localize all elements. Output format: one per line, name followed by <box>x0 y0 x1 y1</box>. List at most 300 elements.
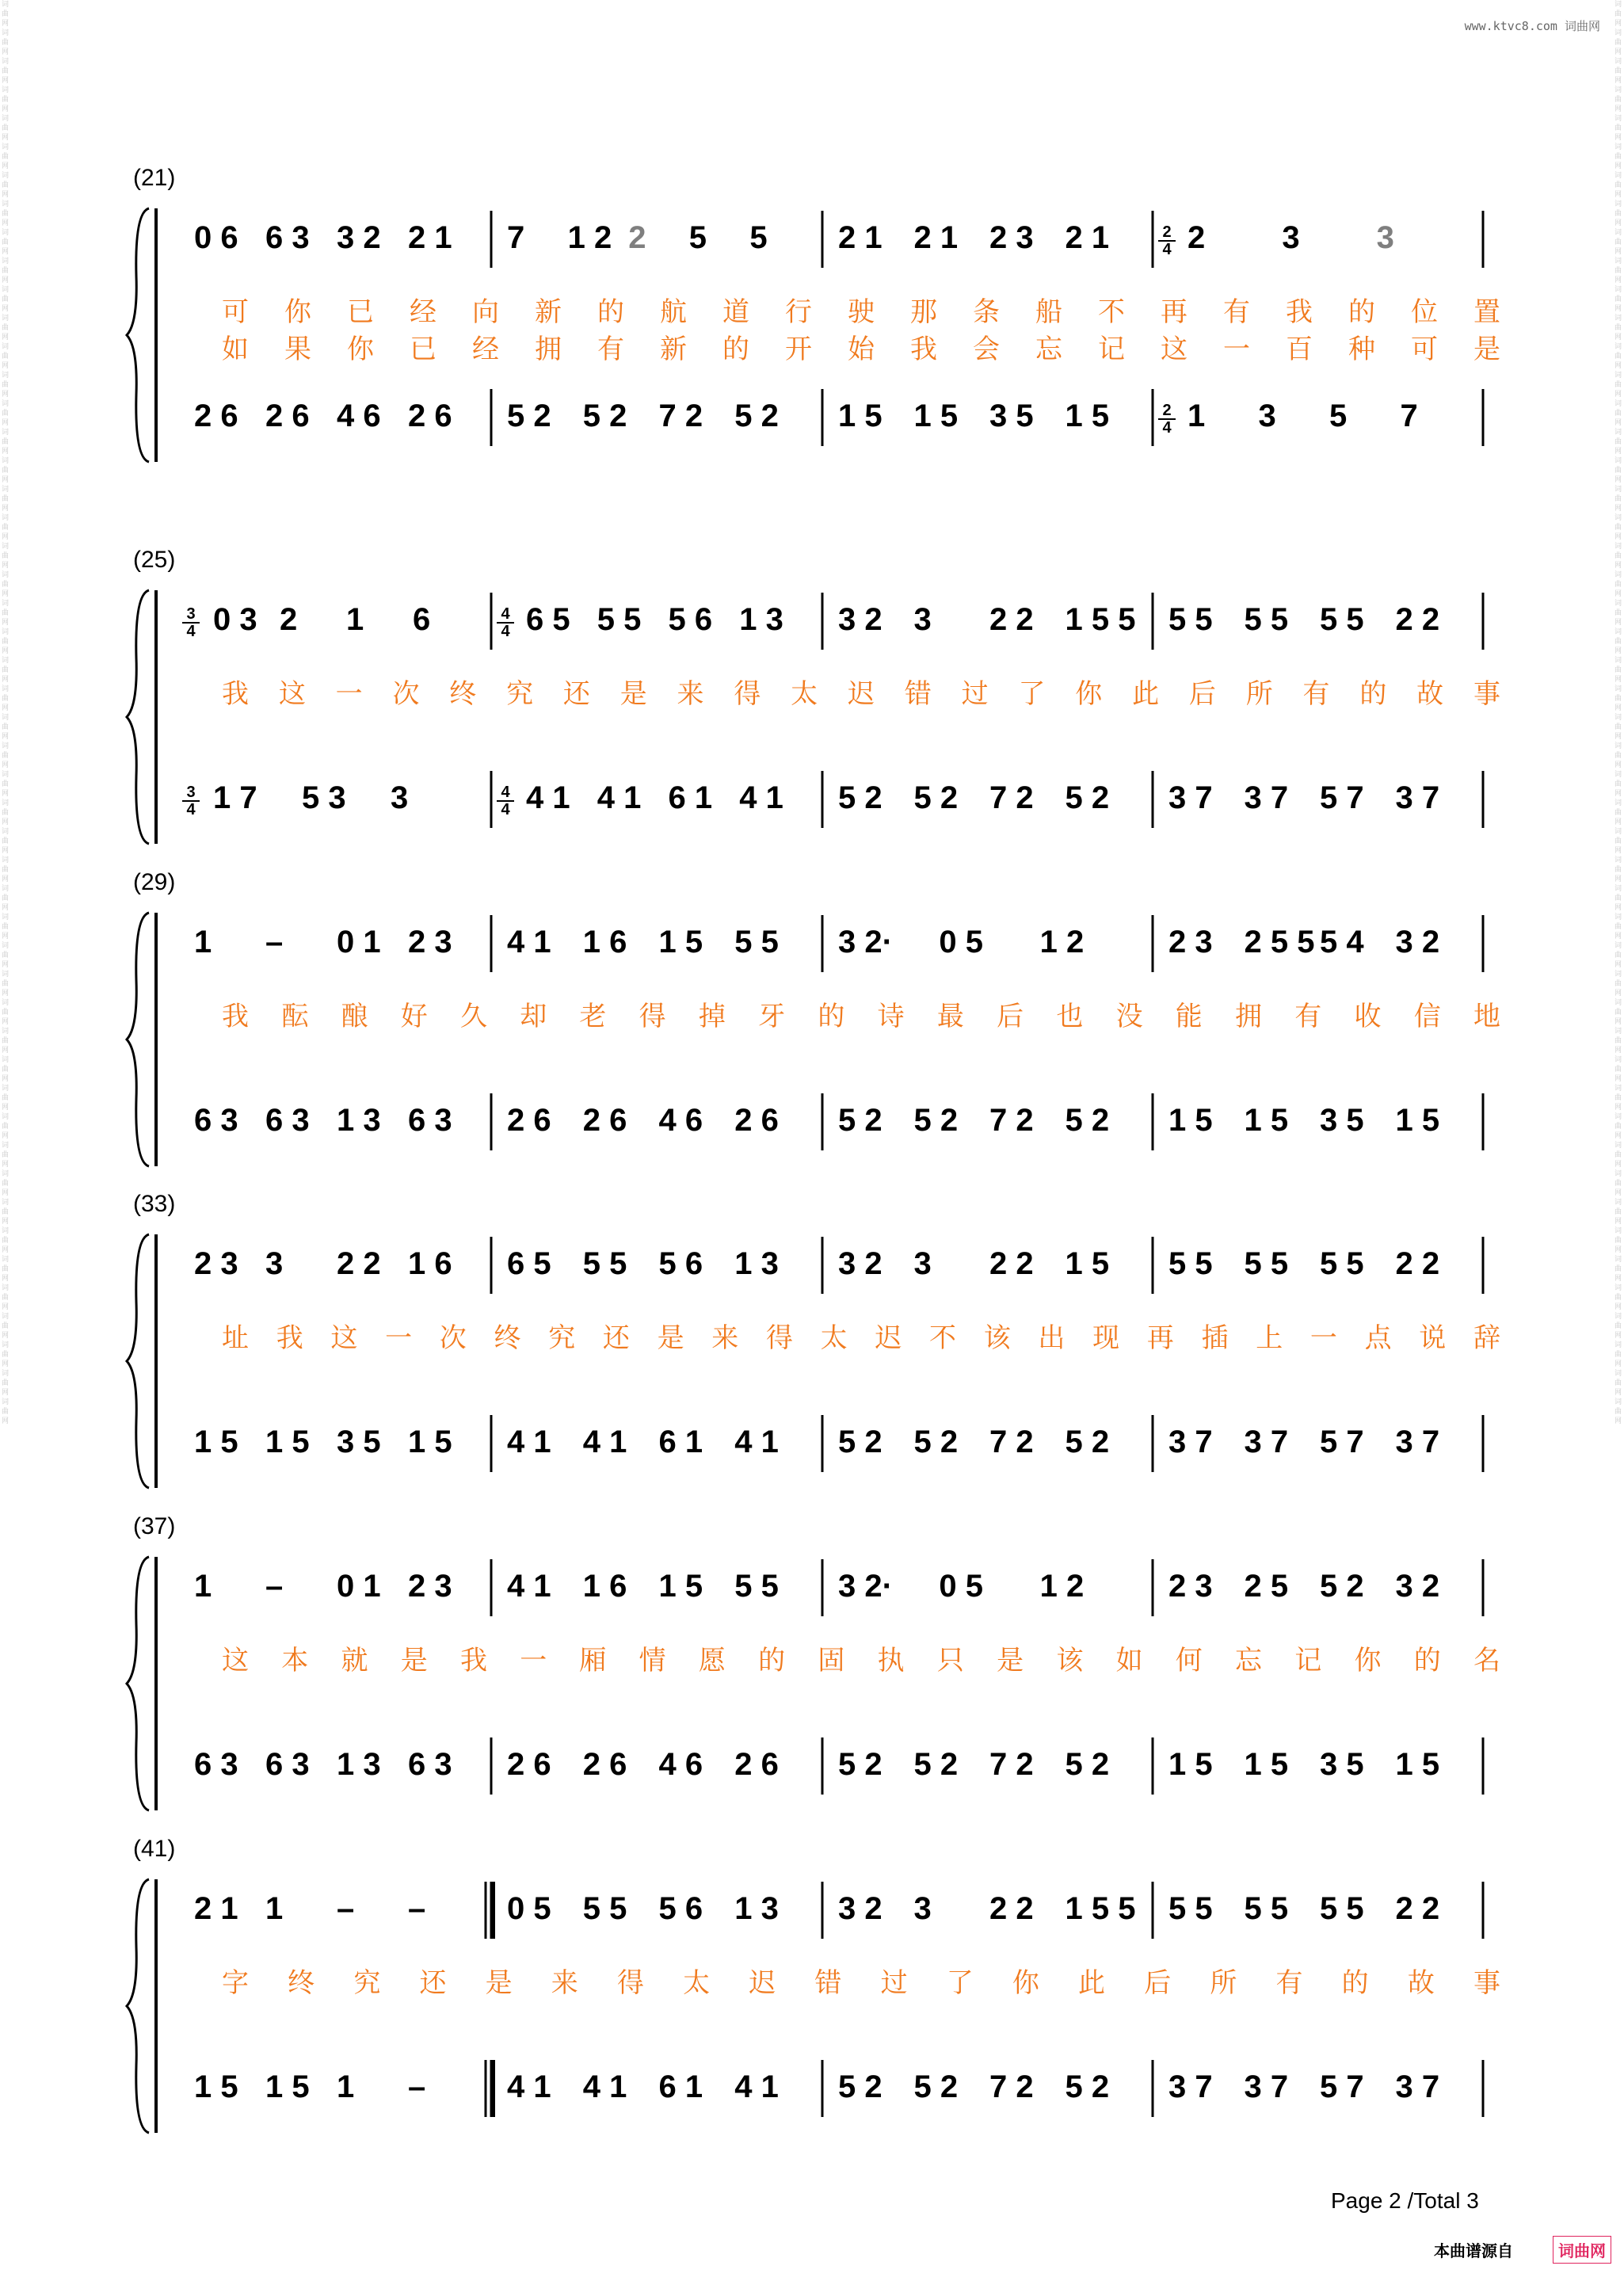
lyric-line-1: 你 <box>1354 1645 1383 1676</box>
lyric-line-1: 可 <box>222 296 250 328</box>
time-signature-top: 3 <box>186 784 196 801</box>
lyric-line-1: 有 <box>1294 1001 1324 1032</box>
lyric-line-1: 如 <box>1115 1645 1145 1676</box>
lyric-line-2: 有 <box>597 334 626 365</box>
lyric-line-1: 此 <box>1132 678 1161 710</box>
melody-note: 6 3 <box>265 220 310 255</box>
bass-note: 5 2 <box>1065 2069 1110 2104</box>
lyric-line-1: 忘 <box>1235 1645 1264 1676</box>
lyric-line-1: 酿 <box>341 1001 370 1032</box>
time-signature-top: 2 <box>1162 402 1172 419</box>
lyric-line-1: 一 <box>520 1645 549 1676</box>
lyric-line-1: 这 <box>222 1645 250 1676</box>
lyric-line-1: 条 <box>973 296 1001 328</box>
lyric-line-1: 你 <box>1075 678 1104 710</box>
time-signature-bass <box>497 784 514 818</box>
melody-note: 3 2 <box>1395 1569 1440 1604</box>
melody-note: 2 <box>628 220 646 255</box>
bass-note: 1 5 <box>194 1425 238 1459</box>
melody-note: 2 3 <box>194 1246 238 1281</box>
melody-note: 5 5 <box>1320 1891 1364 1926</box>
side-watermark-left: 词曲网词曲网词曲网词曲网词曲网词曲网词曲网词曲网词曲网词曲网词曲网词曲网词曲网词曲网词曲网词曲网词曲网词曲网词曲网词曲网词曲网词曲网词曲网词曲网词曲网词曲网词曲网词曲网词曲网词曲网词曲网词曲网词曲网词曲网词曲网词曲网词曲网词曲网词曲网词曲网词曲网词曲网词曲网词曲网词曲网词曲网词曲网词曲网词曲网词曲网 <box>2 1 10 1425</box>
lyric-line-2: 果 <box>284 334 313 365</box>
melody-note: 5 5 <box>734 1569 779 1604</box>
lyric-line-1: 我 <box>459 1645 489 1676</box>
melody-note: 1 <box>346 602 364 637</box>
melody-note: 5 4 <box>1320 925 1364 959</box>
measure-number: (33) <box>133 1191 176 1217</box>
bass-note: 3 7 <box>1395 1425 1440 1459</box>
lyric-line-1: 这 <box>330 1322 360 1354</box>
lyric-line-2: 一 <box>1223 334 1252 365</box>
bass-note: 3 7 <box>1168 1425 1213 1459</box>
lyric-line-1: 的 <box>1348 296 1377 328</box>
time-signature-top: 4 <box>501 605 510 623</box>
system-5 <box>0 1513 1624 1846</box>
melody-note: 2 2 <box>1395 1891 1440 1926</box>
bass-note: 6 3 <box>408 1747 452 1782</box>
system-brace <box>127 1557 149 1810</box>
bass-note: 1 5 <box>265 2069 310 2104</box>
lyric-line-2: 忘 <box>1035 334 1064 365</box>
melody-note: 3 2 <box>337 220 381 255</box>
lyric-line-1: 新 <box>535 296 563 328</box>
bass-note: 6 3 <box>265 1103 310 1138</box>
bass-note: 5 3 <box>302 780 346 815</box>
bass-note: 7 <box>1400 399 1418 433</box>
lyric-line-1: 所 <box>1210 1967 1239 1999</box>
bass-note: 1 5 <box>1168 1103 1213 1138</box>
bass-note: 1 3 <box>337 1747 381 1782</box>
melody-note: 3 2 <box>838 1246 883 1281</box>
bass-note: – <box>408 2069 426 2104</box>
melody-note: 5 5 <box>1244 602 1289 637</box>
measure-number: (21) <box>133 165 176 191</box>
melody-note: 5 2 <box>1320 1569 1364 1604</box>
bass-note: 2 6 <box>734 1103 779 1138</box>
lyric-line-1: 不 <box>1098 296 1127 328</box>
melody-note: 2 2 <box>989 1246 1034 1281</box>
melody-note: 6 5 <box>507 1246 551 1281</box>
lyric-line-1: 能 <box>1175 1001 1204 1032</box>
bass-note: 4 1 <box>597 780 642 815</box>
lyric-line-1: 事 <box>1473 678 1502 710</box>
melody-note: 5 5 <box>582 1246 627 1281</box>
lyric-line-1: 也 <box>1056 1001 1085 1032</box>
melody-note: 3 <box>913 602 932 637</box>
melody-note: 2 <box>280 602 298 637</box>
lyric-line-1: 的 <box>1359 678 1389 710</box>
system-brace <box>127 1234 149 1488</box>
system-brace <box>127 208 149 462</box>
bass-note: 5 2 <box>838 1103 883 1138</box>
bass-note: 4 1 <box>507 2069 551 2104</box>
melody-note: 5 5 <box>1168 1891 1213 1926</box>
bass-note: 5 2 <box>1065 1747 1110 1782</box>
time-signature-top: 4 <box>501 784 510 801</box>
lyric-line-1: 久 <box>459 1001 489 1032</box>
bass-note: 4 1 <box>526 780 570 815</box>
bass-note: 2 6 <box>507 1747 551 1782</box>
lyric-line-1: 后 <box>1188 678 1218 710</box>
lyric-line-1: 此 <box>1078 1967 1107 1999</box>
melody-note: 1 5 <box>1065 1246 1110 1281</box>
bass-note: 1 3 <box>337 1103 381 1138</box>
melody-note: 1 5 <box>658 925 703 959</box>
melody-note: 2 3 <box>1168 1569 1213 1604</box>
lyric-line-1: 厢 <box>579 1645 608 1676</box>
melody-note: 5 <box>749 220 768 255</box>
measure-number: (29) <box>133 869 176 895</box>
bass-note: 5 2 <box>913 1747 959 1782</box>
bass-note: 4 1 <box>582 1425 627 1459</box>
melody-note: 3 2 <box>838 1891 883 1926</box>
melody-note: 5 5 <box>1168 1246 1213 1281</box>
lyric-line-1: 本 <box>281 1645 311 1676</box>
bass-note: 6 1 <box>658 2069 703 2104</box>
lyric-line-1: 过 <box>880 1967 909 1999</box>
lyric-line-1: 得 <box>639 1001 668 1032</box>
lyric-line-1: 没 <box>1115 1001 1145 1032</box>
bass-note: 1 5 <box>1395 1103 1440 1138</box>
lyric-line-1: 拥 <box>1235 1001 1264 1032</box>
lyric-line-1: 得 <box>734 678 763 710</box>
lyric-line-1: 收 <box>1354 1001 1383 1032</box>
bass-note: 6 3 <box>194 1103 238 1138</box>
lyric-line-1: 究 <box>506 678 536 710</box>
lyric-line-1: 那 <box>910 296 939 328</box>
melody-note: 2 3 <box>408 925 452 959</box>
melody-note: 5 5 <box>582 1891 627 1926</box>
bass-note: 1 5 <box>265 1425 310 1459</box>
lyric-line-1: 已 <box>347 296 376 328</box>
melody-note: 2 1 <box>408 220 452 255</box>
lyric-line-1: 的 <box>818 1001 847 1032</box>
lyric-line-1: 过 <box>961 678 990 710</box>
lyric-line-1: 我 <box>276 1322 305 1354</box>
melody-note: 5 5 <box>1244 1891 1289 1926</box>
lyric-line-1: 的 <box>597 296 626 328</box>
bass-note: 5 2 <box>838 1747 883 1782</box>
bass-note: 5 2 <box>1065 1103 1110 1138</box>
melody-note: 5 5 <box>734 925 779 959</box>
time-signature-bottom: 4 <box>497 622 514 639</box>
lyric-line-1: 说 <box>1419 1322 1448 1354</box>
melody-note: 3 <box>913 1246 932 1281</box>
bass-note: 1 <box>1188 399 1206 433</box>
lyric-line-1: 还 <box>562 678 592 710</box>
lyric-line-1: 老 <box>579 1001 608 1032</box>
site-logo: 词曲网 <box>1553 2236 1611 2264</box>
bass-note: 5 2 <box>507 399 551 433</box>
time-signature-bottom: 4 <box>1158 240 1176 257</box>
bass-note: 3 <box>1258 399 1276 433</box>
melody-note: 2 3 <box>408 1569 452 1604</box>
bass-note: 1 5 <box>408 1425 452 1459</box>
lyric-line-1: 船 <box>1035 296 1064 328</box>
time-signature-top: 2 <box>1162 223 1172 241</box>
lyric-line-1: 的 <box>1413 1645 1443 1676</box>
melody-note: 1 3 <box>734 1246 779 1281</box>
bass-note: 5 2 <box>1065 1425 1110 1459</box>
measure-number: (37) <box>133 1513 176 1539</box>
lyric-line-1: 来 <box>551 1967 580 1999</box>
lyric-line-1: 执 <box>877 1645 906 1676</box>
melody-note: 1 5 5 <box>1065 1891 1136 1926</box>
bass-note: 6 3 <box>408 1103 452 1138</box>
melody-note: 6 5 <box>526 602 570 637</box>
lyric-line-2: 如 <box>222 334 250 365</box>
system-brace <box>127 1879 149 2133</box>
melody-note: 2 3 <box>1168 925 1213 959</box>
lyric-line-1: 你 <box>1012 1967 1041 1999</box>
lyric-line-1: 了 <box>1018 678 1047 710</box>
lyric-line-1: 太 <box>791 678 820 710</box>
lyric-line-1: 辞 <box>1473 1322 1502 1354</box>
lyric-line-1: 好 <box>400 1001 429 1032</box>
time-signature-bass <box>182 784 200 818</box>
lyric-line-1: 来 <box>711 1322 741 1354</box>
lyric-line-1: 得 <box>616 1967 646 1999</box>
bass-note: 3 7 <box>1244 2069 1289 2104</box>
lyric-line-1: 迟 <box>749 1967 778 1999</box>
bass-note: 4 1 <box>582 2069 627 2104</box>
lyric-line-1: 太 <box>820 1322 849 1354</box>
lyric-line-2: 已 <box>410 334 438 365</box>
melody-note: 3 2· <box>838 925 893 959</box>
lyric-line-1: 最 <box>936 1001 966 1032</box>
lyric-line-1: 是 <box>400 1645 429 1676</box>
bass-note: 1 5 <box>1395 1747 1440 1782</box>
lyric-line-1: 了 <box>946 1967 975 1999</box>
bass-note: 6 3 <box>265 1747 310 1782</box>
lyric-line-1: 只 <box>936 1645 966 1676</box>
melody-note: 3 <box>1282 220 1300 255</box>
lyric-line-1: 次 <box>392 678 421 710</box>
bass-note: 1 <box>337 2069 355 2104</box>
bass-note: 7 2 <box>989 1747 1034 1782</box>
bass-note: 3 5 <box>989 399 1034 433</box>
bass-note: 1 5 <box>1168 1747 1213 1782</box>
lyric-line-1: 插 <box>1201 1322 1230 1354</box>
bass-note: 1 5 <box>194 2069 238 2104</box>
melody-note: – <box>265 1569 284 1604</box>
bass-note: 6 3 <box>194 1747 238 1782</box>
time-signature-bottom: 4 <box>182 800 200 818</box>
lyric-line-1: 太 <box>683 1967 712 1999</box>
lyric-line-1: 是 <box>619 678 649 710</box>
bass-note: 7 2 <box>989 1425 1034 1459</box>
lyric-line-1: 固 <box>818 1645 847 1676</box>
bass-note: 2 6 <box>265 399 310 433</box>
melody-note: 5 5 <box>1320 1246 1364 1281</box>
lyric-line-1: 究 <box>353 1967 383 1999</box>
melody-note: 3 <box>913 1891 932 1926</box>
lyric-line-1: 航 <box>660 296 688 328</box>
bass-note: 4 6 <box>658 1747 703 1782</box>
bass-note: 1 5 <box>1244 1747 1289 1782</box>
system-brace <box>127 913 149 1166</box>
lyric-line-1: 是 <box>657 1322 686 1354</box>
lyric-line-1: 点 <box>1364 1322 1393 1354</box>
staff-lines <box>0 869 1624 1202</box>
melody-note: 1 <box>194 1569 212 1604</box>
melody-note: 2 1 <box>1065 220 1110 255</box>
lyric-line-1: 错 <box>814 1967 844 1999</box>
lyric-line-1: 后 <box>1144 1967 1173 1999</box>
melody-note: 2 3 <box>989 220 1034 255</box>
lyric-line-2: 记 <box>1098 334 1127 365</box>
lyric-line-1: 终 <box>449 678 478 710</box>
time-signature-melody <box>1158 224 1176 257</box>
melody-note: 4 1 <box>507 925 551 959</box>
lyric-line-1: 迟 <box>848 678 876 710</box>
lyric-line-1: 名 <box>1473 1645 1502 1676</box>
lyric-line-1: 愿 <box>698 1645 727 1676</box>
melody-note: 2 2 <box>989 602 1034 637</box>
lyric-line-1: 掉 <box>698 1001 727 1032</box>
lyric-line-2: 种 <box>1348 334 1377 365</box>
melody-note: 1 2 <box>1039 1569 1085 1604</box>
staff-lines <box>0 1836 1624 2168</box>
bass-note: 3 5 <box>337 1425 381 1459</box>
bass-note: 3 7 <box>1395 2069 1440 2104</box>
lyric-line-1: 故 <box>1416 678 1446 710</box>
bass-note: 1 5 <box>1065 399 1110 433</box>
system-1 <box>0 165 1624 498</box>
melody-note: 1 2 <box>1039 925 1085 959</box>
melody-note: 1 5 5 <box>1065 602 1136 637</box>
lyric-line-1: 所 <box>1245 678 1275 710</box>
bass-note: 3 7 <box>1244 1425 1289 1459</box>
page-number: Page 2 /Total 3 <box>1331 2188 1479 2213</box>
bass-note: 3 7 <box>1244 780 1289 815</box>
lyric-line-1: 道 <box>722 296 751 328</box>
lyric-line-1: 记 <box>1294 1645 1324 1676</box>
bass-note: 3 <box>391 780 409 815</box>
melody-note: 5 6 <box>668 602 713 637</box>
lyric-line-1: 再 <box>1161 296 1189 328</box>
bass-note: 4 1 <box>507 1425 551 1459</box>
melody-note: 2 2 <box>1395 602 1440 637</box>
bass-note: 5 2 <box>913 1425 959 1459</box>
lyric-line-1: 经 <box>410 296 438 328</box>
lyric-line-2: 你 <box>347 334 376 365</box>
source-label: 本曲谱源自 <box>1434 2241 1513 2260</box>
melody-note: – <box>408 1891 426 1926</box>
lyric-line-1: 我 <box>222 1001 250 1032</box>
lyric-line-1: 不 <box>929 1322 959 1354</box>
melody-note: 3 2 <box>838 602 883 637</box>
bass-note: 5 2 <box>734 399 779 433</box>
bass-note: 5 2 <box>582 399 627 433</box>
time-signature-bottom: 4 <box>182 622 200 639</box>
system-brace <box>127 590 149 844</box>
melody-note: 1 5 <box>658 1569 703 1604</box>
lyric-line-1: 向 <box>472 296 501 328</box>
bass-note: 4 6 <box>658 1103 703 1138</box>
lyric-line-1: 我 <box>222 678 250 710</box>
lyric-line-1: 的 <box>1341 1967 1370 1999</box>
lyric-line-1: 诗 <box>877 1001 906 1032</box>
lyric-line-1: 有 <box>1275 1967 1305 1999</box>
lyric-line-1: 事 <box>1473 1967 1502 1999</box>
lyric-line-2: 是 <box>1473 334 1502 365</box>
lyric-line-1: 是 <box>997 1645 1026 1676</box>
lyric-line-1: 就 <box>341 1645 370 1676</box>
melody-note: 5 5 <box>1168 602 1213 637</box>
melody-note: 7 <box>507 220 525 255</box>
lyric-line-1: 终 <box>288 1967 317 1999</box>
lyric-line-2: 的 <box>722 334 751 365</box>
melody-note: 0 5 <box>939 1569 983 1604</box>
bass-note: 4 1 <box>739 780 783 815</box>
bass-note: 6 1 <box>668 780 713 815</box>
melody-note: 3 <box>1376 220 1394 255</box>
bass-note: 2 6 <box>582 1747 627 1782</box>
system-3 <box>0 869 1624 1202</box>
lyric-line-1: 错 <box>904 678 933 710</box>
bass-note: 2 6 <box>194 399 238 433</box>
time-signature-melody <box>497 606 514 639</box>
lyric-line-1: 却 <box>520 1001 549 1032</box>
bass-note: 5 2 <box>838 780 883 815</box>
melody-note: 2 5 5 <box>1244 925 1315 959</box>
staff-lines <box>0 547 1624 879</box>
lyric-line-1: 一 <box>1309 1322 1339 1354</box>
lyric-line-1: 何 <box>1175 1645 1204 1676</box>
lyric-line-1: 故 <box>1407 1967 1436 1999</box>
melody-note: – <box>337 1891 355 1926</box>
bass-note: 2 6 <box>507 1103 551 1138</box>
time-signature-bottom: 4 <box>1158 418 1176 436</box>
site-watermark: www.ktvc8.com 词曲网 <box>1464 19 1600 33</box>
staff-lines <box>0 1191 1624 1524</box>
melody-note: 2 1 <box>913 220 959 255</box>
bass-note: 3 7 <box>1168 780 1213 815</box>
lyric-line-2: 会 <box>973 334 1001 365</box>
lyric-line-1: 的 <box>758 1645 787 1676</box>
measure-number: (41) <box>133 1836 176 1862</box>
lyric-line-2: 始 <box>848 334 876 365</box>
melody-note: 2 5 <box>1244 1569 1289 1604</box>
melody-note: 2 1 <box>194 1891 238 1926</box>
lyric-line-1: 上 <box>1256 1322 1285 1354</box>
lyric-line-1: 信 <box>1413 1001 1443 1032</box>
melody-note: 1 <box>265 1891 284 1926</box>
lyric-line-2: 开 <box>785 334 814 365</box>
melody-note: 2 <box>1188 220 1206 255</box>
system-4 <box>0 1191 1624 1524</box>
lyric-line-1: 来 <box>677 678 706 710</box>
system-2 <box>0 547 1624 879</box>
lyric-line-1: 置 <box>1473 296 1502 328</box>
melody-note: 0 3 <box>213 602 257 637</box>
lyric-line-1: 出 <box>1038 1322 1067 1354</box>
lyric-line-1: 终 <box>494 1322 523 1354</box>
bass-note: 7 2 <box>989 2069 1034 2104</box>
bass-note: 5 2 <box>913 2069 959 2104</box>
lyric-line-1: 驶 <box>848 296 876 328</box>
bass-note: 2 6 <box>408 399 452 433</box>
time-signature-melody <box>182 606 200 639</box>
bass-note: 5 7 <box>1320 1425 1364 1459</box>
melody-note: 2 2 <box>337 1246 381 1281</box>
melody-note: 3 <box>265 1246 284 1281</box>
melody-note: 1 <box>194 925 212 959</box>
melody-note: – <box>265 925 284 959</box>
bass-note: 5 2 <box>838 2069 883 2104</box>
